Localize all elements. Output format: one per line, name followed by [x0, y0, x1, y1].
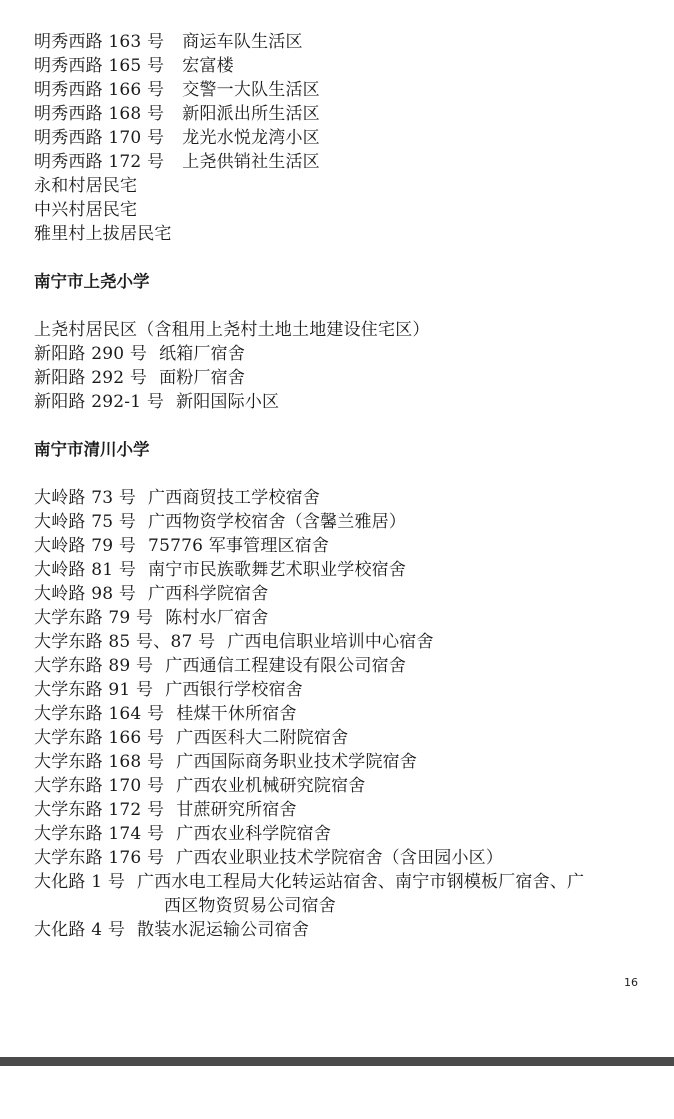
list-item: [34, 486, 320, 510]
address: 大岭路 79 号: [34, 536, 137, 556]
list-item-continuation: [164, 894, 336, 918]
list-item: [34, 630, 434, 654]
address: 大岭路 73 号: [34, 488, 137, 508]
address: 明秀西路 166 号: [34, 80, 165, 100]
list-item: [34, 534, 329, 558]
list-item: [34, 318, 430, 342]
description: 广西农业职业技术学院宿舍（含田园小区）: [176, 848, 504, 868]
list-item: [34, 870, 584, 894]
address: 明秀西路 168 号: [34, 104, 165, 124]
list-item: [34, 30, 303, 54]
description: 广西水电工程局大化转运站宿舍、南宁市钢模板厂宿舍、广: [137, 872, 585, 892]
description: 广西医科大二附院宿舍: [176, 728, 349, 748]
description: 广西银行学校宿舍: [165, 680, 303, 700]
address: 新阳路 292-1 号: [34, 392, 165, 412]
list-item: [34, 750, 417, 774]
list-item: [34, 510, 406, 534]
address: 大岭路 81 号: [34, 560, 137, 580]
list-item: [34, 222, 172, 246]
address: 大学东路 174 号: [34, 824, 165, 844]
address: 大学东路 91 号: [34, 680, 154, 700]
description: 75776 军事管理区宿舍: [148, 536, 330, 556]
description: 龙光水悦龙湾小区: [182, 128, 320, 148]
description: 宏富楼: [182, 56, 234, 76]
address: 明秀西路 165 号: [34, 56, 165, 76]
address: 雅里村上拔居民宅: [34, 224, 172, 244]
address: 明秀西路 163 号: [34, 32, 165, 52]
list-item: [34, 798, 297, 822]
list-item: [34, 54, 234, 78]
list-item: [34, 702, 297, 726]
description: 商运车队生活区: [182, 32, 303, 52]
list-item: [34, 198, 137, 222]
address: 大学东路 89 号: [34, 656, 154, 676]
list-item: [34, 726, 348, 750]
address: 大学东路 168 号: [34, 752, 165, 772]
list-item: [34, 366, 245, 390]
section-heading-shangyao: 南宁市上尧小学: [34, 272, 150, 291]
address: 大学东路 176 号: [34, 848, 165, 868]
description: 新阳国际小区: [176, 392, 280, 412]
description: 桂煤干休所宿舍: [176, 704, 297, 724]
description: 新阳派出所生活区: [182, 104, 320, 124]
description: 南宁市民族歌舞艺术职业学校宿舍: [148, 560, 407, 580]
description: 广西国际商务职业技术学院宿舍: [176, 752, 418, 772]
list-item: [34, 342, 245, 366]
list-item: [34, 822, 331, 846]
list-item: [34, 846, 503, 870]
list-item: [34, 654, 406, 678]
address: 中兴村居民宅: [34, 200, 138, 220]
list-item: [34, 102, 320, 126]
page-number: 16: [624, 976, 638, 989]
list-item: [34, 918, 309, 942]
address: 明秀西路 170 号: [34, 128, 165, 148]
address: 大学东路 172 号: [34, 800, 165, 820]
description: 面粉厂宿舍: [159, 368, 246, 388]
list-item: [34, 774, 365, 798]
address: 大学东路 79 号: [34, 608, 154, 628]
description: 上尧供销社生活区: [182, 152, 320, 172]
list-item: [34, 606, 268, 630]
address: 上尧村居民区（含租用上尧村土地土地建设住宅区）: [34, 320, 430, 340]
list-item: [34, 558, 406, 582]
address: 新阳路 292 号: [34, 368, 148, 388]
list-item: [34, 126, 320, 150]
address: 大化路 1 号: [34, 872, 126, 892]
description: 广西电信职业培训中心宿舍: [227, 632, 434, 652]
description: 广西农业科学院宿舍: [176, 824, 332, 844]
list-item: [34, 174, 137, 198]
section-heading-qingchuan: 南宁市清川小学: [34, 440, 150, 459]
description: 西区物资贸易公司宿舍: [164, 896, 336, 916]
list-item: [34, 390, 279, 414]
address: 永和村居民宅: [34, 176, 138, 196]
description: 广西通信工程建设有限公司宿舍: [165, 656, 407, 676]
list-item: [34, 150, 320, 174]
address: 大学东路 166 号: [34, 728, 165, 748]
description: 陈村水厂宿舍: [165, 608, 269, 628]
address: 大化路 4 号: [34, 920, 126, 940]
description: 广西农业机械研究院宿舍: [176, 776, 366, 796]
list-item: [34, 582, 268, 606]
address: 大学东路 164 号: [34, 704, 165, 724]
address: 大岭路 75 号: [34, 512, 137, 532]
description: 甘蔗研究所宿舍: [176, 800, 297, 820]
description: 广西物资学校宿舍（含馨兰雅居）: [148, 512, 407, 532]
list-item: [34, 678, 303, 702]
address: 大学东路 170 号: [34, 776, 165, 796]
address: 新阳路 290 号: [34, 344, 148, 364]
footer-bar: [0, 1057, 674, 1066]
description: 广西商贸技工学校宿舍: [148, 488, 321, 508]
address: 明秀西路 172 号: [34, 152, 165, 172]
description: 纸箱厂宿舍: [159, 344, 246, 364]
description: 散装水泥运输公司宿舍: [137, 920, 310, 940]
address: 大岭路 98 号: [34, 584, 137, 604]
address: 大学东路 85 号、87 号: [34, 632, 216, 652]
description: 交警一大队生活区: [182, 80, 320, 100]
list-item: [34, 78, 320, 102]
description: 广西科学院宿舍: [148, 584, 269, 604]
